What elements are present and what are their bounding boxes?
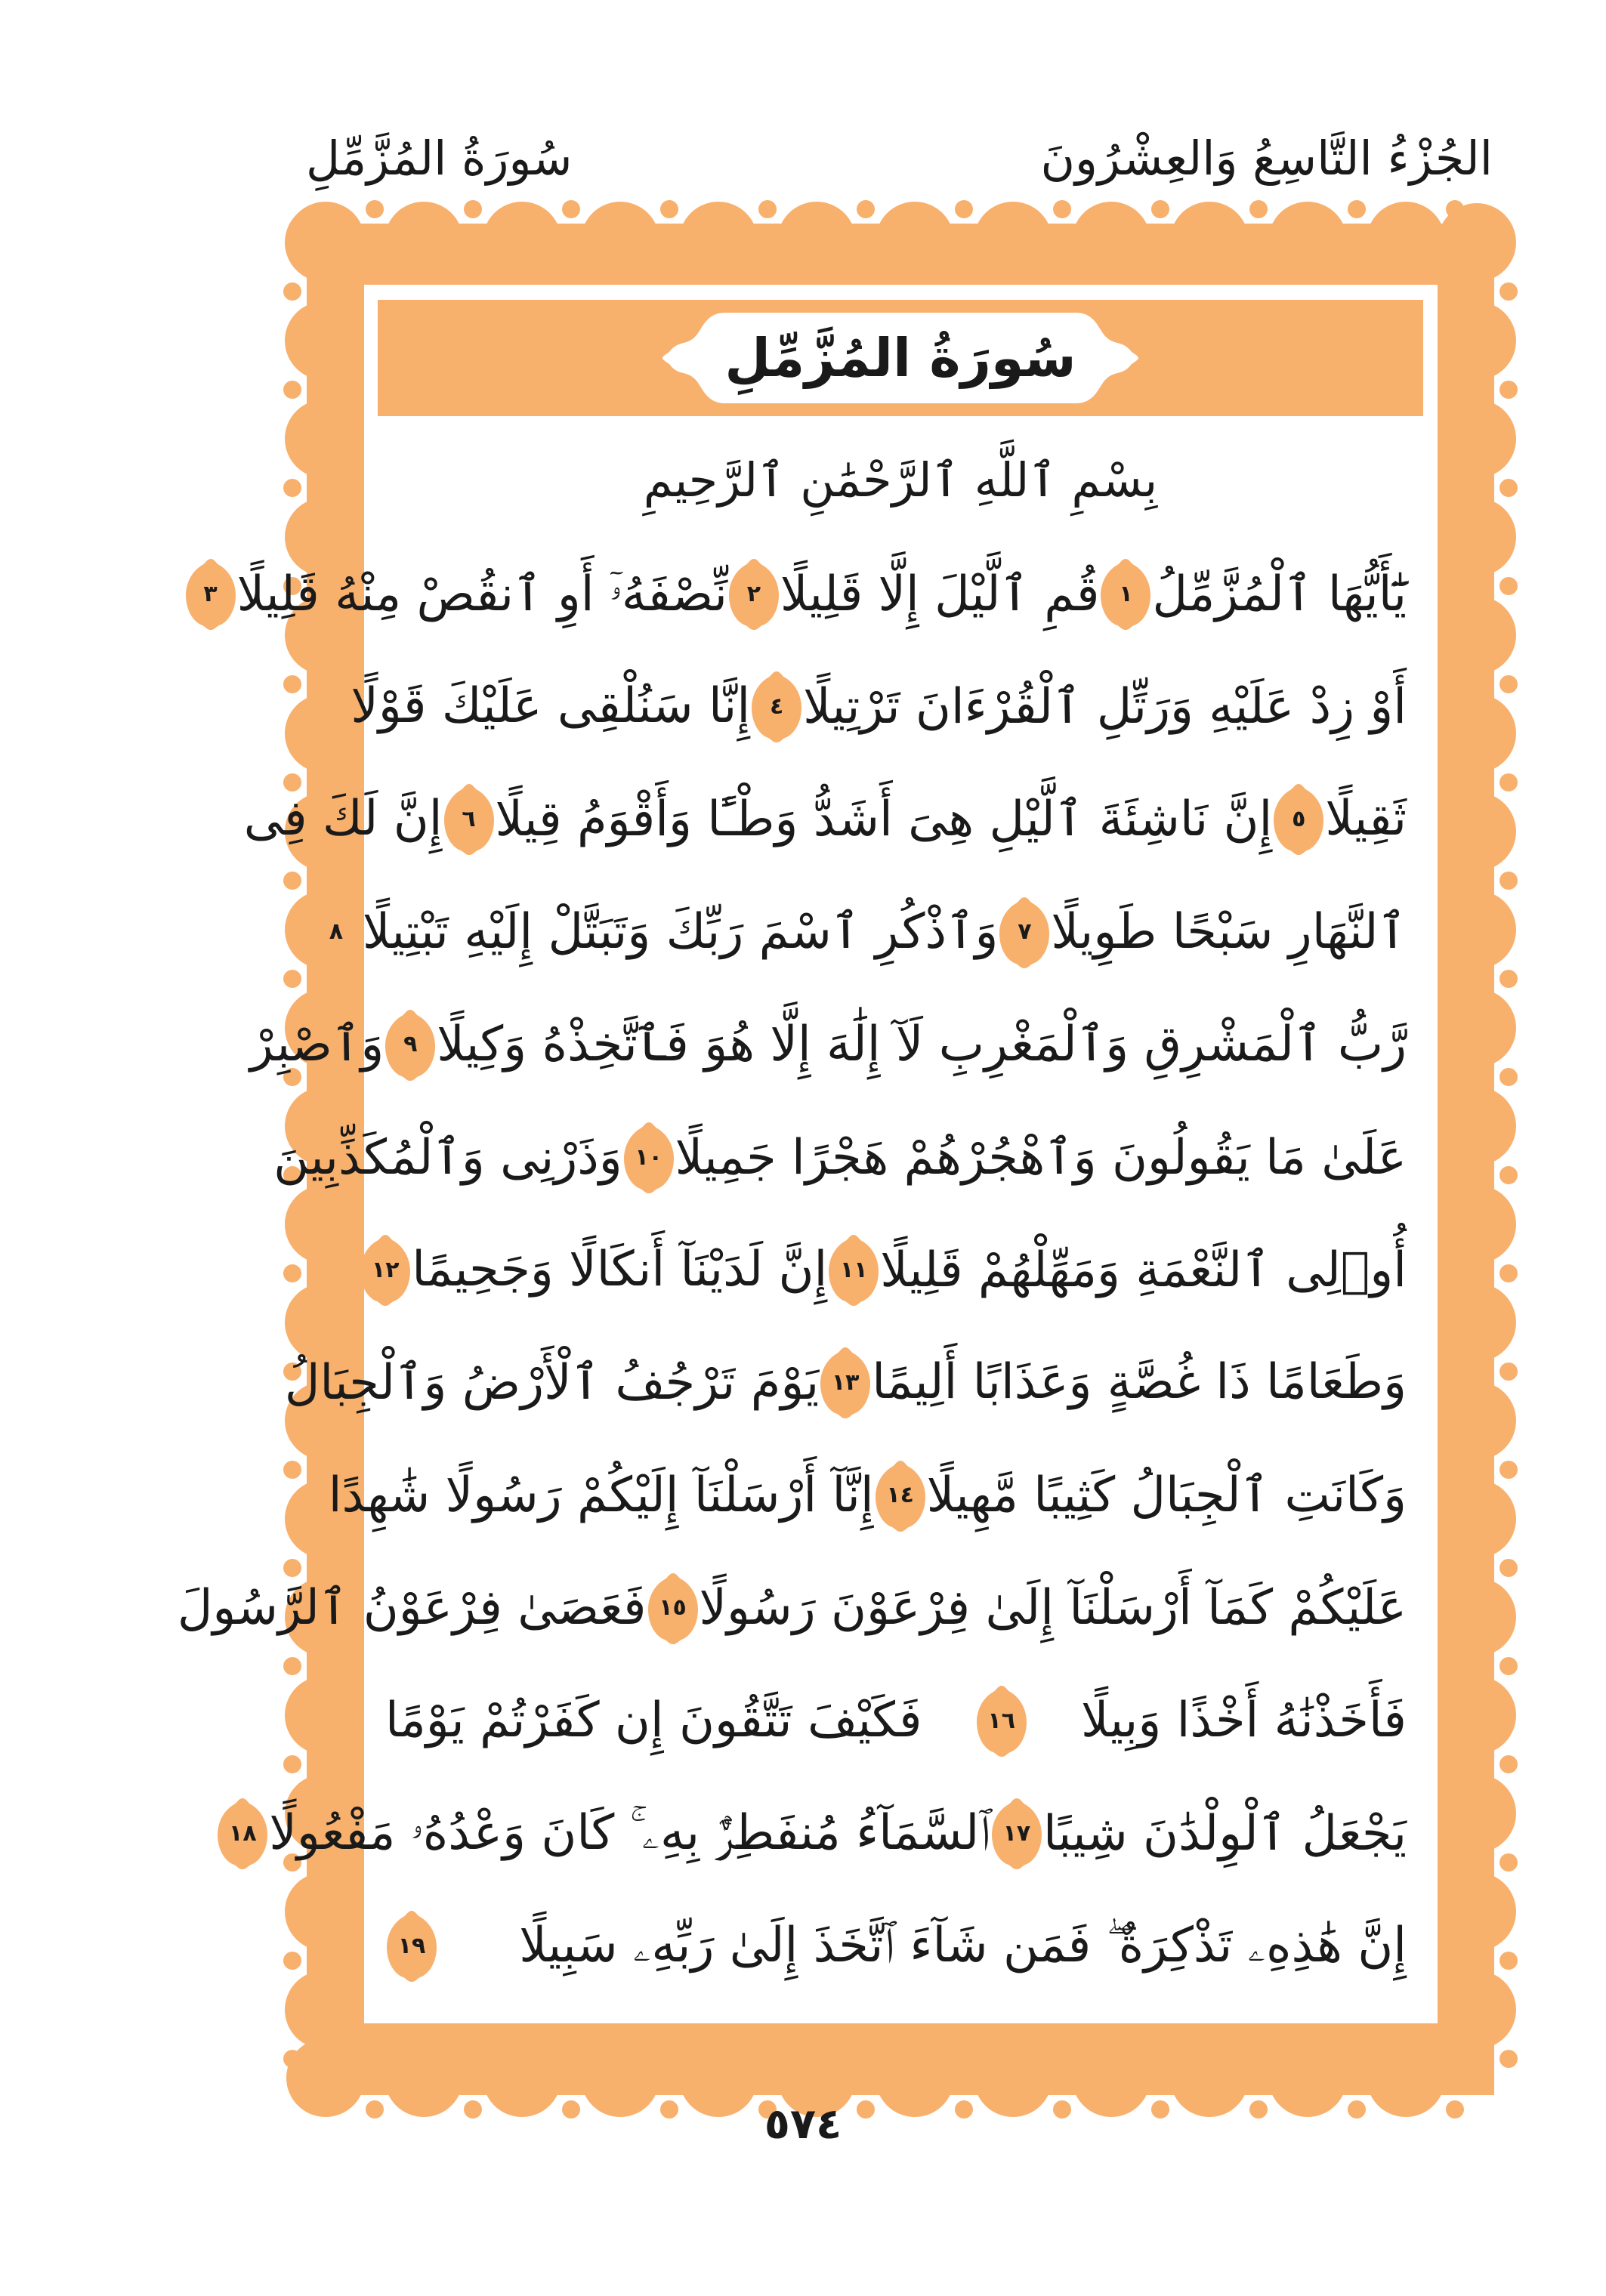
frame-bud — [1499, 577, 1518, 595]
verse-text: ٱلنَّهَارِ سَبْحًا طَوِيلًا — [1051, 904, 1407, 961]
frame-scallop — [285, 1676, 363, 1754]
verse-line — [371, 1221, 1407, 1319]
verse-line — [385, 1671, 1407, 1770]
frame-scallop — [876, 202, 954, 280]
frame-bud — [1499, 2050, 1518, 2068]
frame-bud — [283, 1264, 301, 1282]
ayah-marker-icon — [184, 557, 237, 630]
frame-bud — [1499, 1362, 1518, 1381]
verse-text: عَلَيْكُمْ كَمَآ أَرْسَلْنَآ إِلَىٰ فِرْعَوْنَ رَسُولًا — [699, 1579, 1407, 1636]
frame-scallop — [285, 1185, 363, 1264]
verse-text: إِنَّا سَنُلْقِى عَلَيْكَ قَوْلًا — [351, 678, 751, 735]
frame-scallop — [1170, 202, 1249, 280]
ayah-number: ١٢ — [371, 1256, 400, 1283]
ayah-number: ٤ — [769, 693, 784, 720]
ayah-marker-icon — [385, 1909, 438, 1982]
ayah-marker-icon — [727, 557, 780, 630]
frame-scallop — [285, 498, 363, 576]
frame-bud — [283, 1952, 301, 1970]
frame-bud — [1053, 200, 1071, 218]
frame-bud — [283, 1657, 301, 1675]
frame-scallop — [1438, 890, 1516, 969]
frame-scallop — [483, 202, 561, 280]
verse-text: إِنَّ لَدَيْنَآ أَنكَالًا وَجَحِيمًا — [412, 1242, 828, 1298]
frame-scallop — [285, 301, 363, 380]
ayah-number: ١٤ — [886, 1482, 914, 1509]
frame-bud — [283, 1461, 301, 1479]
ayah-number: ١ — [1119, 580, 1133, 607]
frame-scallop — [1438, 989, 1516, 1067]
verse-text: وَٱصْبِرْ — [249, 1017, 385, 1073]
ayah-number: ٦ — [462, 805, 476, 832]
frame-bud — [758, 200, 777, 218]
verse-text: رَّبُّ ٱلْمَشْرِقِ وَٱلْمَغْرِبِ لَآ إِلَٰهَ إِلَّا هُوَ فَٱتَّخِذْهُ وَكِيلًا — [437, 1017, 1407, 1073]
ayah-number: ١٦ — [987, 1707, 1016, 1734]
frame-bud — [283, 282, 301, 301]
verse-text: إِنَّ لَكَ فِى — [243, 791, 443, 847]
ayah-marker-icon — [750, 670, 803, 742]
frame-bud — [1446, 200, 1464, 218]
frame-bud — [1499, 675, 1518, 693]
ayah-marker-icon — [359, 1233, 412, 1306]
frame-bud — [283, 2050, 301, 2068]
verse-text: يَٰٓأَيُّهَا ٱلْمُزَّمِّلُ — [1152, 566, 1407, 622]
ayah-number: ٢ — [746, 580, 761, 607]
ayah-number: ١١ — [839, 1256, 868, 1283]
frame-scallop — [679, 202, 758, 280]
frame-scallop — [285, 1872, 363, 1951]
ayah-marker-icon — [874, 1459, 927, 1532]
verse-line — [229, 1784, 1407, 1882]
frame-scallop — [1438, 1480, 1516, 1558]
verse-text: إِنَّ هَٰذِهِۦ تَذْكِرَةٌ ۖ فَمَن شَآءَ ٱتَّخَذَ إِلَىٰ رَبِّهِۦ سَبِيلًا — [519, 1918, 1407, 1974]
verse-text: يَوْمَ تَرْجُفُ ٱلْأَرْضُ وَٱلْجِبَالُ — [284, 1354, 820, 1411]
frame-scallop — [1438, 694, 1516, 773]
ayah-number: ١٣ — [831, 1369, 860, 1396]
verse-text: وَٱذْكُرِ ٱسْمَ رَبِّكَ وَتَبَتَّلْ إِلَيْهِ تَبْتِيلًا — [362, 904, 999, 961]
verse-text: يَجْعَلُ ٱلْوِلْدَٰنَ شِيبًا — [1042, 1805, 1407, 1862]
ayah-marker-icon — [310, 896, 363, 968]
ayah-number: ٨ — [329, 918, 344, 946]
frame-scallop — [1072, 202, 1150, 280]
frame-bud — [283, 970, 301, 988]
frame-bud — [1499, 1068, 1518, 1086]
ayah-marker-icon — [990, 1797, 1043, 1869]
ayah-number: ٥ — [1292, 805, 1306, 832]
ayah-marker-icon — [384, 1008, 437, 1081]
ayah-number: ١٩ — [397, 1932, 426, 1959]
surah-title: سُورَةُ المُزَّمِّلِ — [724, 327, 1076, 389]
ayah-marker-icon — [998, 896, 1051, 968]
page-number: ٥٧٤ — [764, 2100, 842, 2149]
frame-scallop — [1438, 596, 1516, 674]
frame-bud — [955, 200, 973, 218]
verse-line — [243, 770, 1407, 868]
frame-bud — [283, 872, 301, 890]
frame-bud — [1249, 200, 1268, 218]
ayah-marker-icon — [622, 1121, 675, 1193]
ayah-marker-icon — [827, 1233, 880, 1306]
verse-text: ٱلسَّمَآءُ مُنفَطِرٌۢ بِهِۦ ۚ كَانَ وَعْدُهُۥ مَفْعُولًا — [269, 1805, 990, 1862]
frame-scallop — [1438, 1283, 1516, 1362]
frame-scallop — [777, 202, 856, 280]
basmala: بِسْمِ ٱللَّهِ ٱلرَّحْمَٰنِ ٱلرَّحِيمِ — [643, 452, 1158, 508]
frame-scallop — [1367, 202, 1445, 280]
frame-scallop — [974, 202, 1052, 280]
ayah-number: ٣ — [203, 580, 218, 607]
frame-bud — [1499, 1166, 1518, 1184]
frame-scallop — [285, 1970, 363, 2049]
frame-bud — [1499, 282, 1518, 301]
frame-scallop — [285, 203, 363, 282]
verse-text: فَعَصَىٰ فِرْعَوْنُ ٱلرَّسُولَ — [177, 1580, 647, 1637]
verse-line — [329, 883, 1407, 981]
frame-bud — [660, 200, 678, 218]
ayah-marker-icon — [819, 1346, 872, 1418]
frame-bud — [857, 200, 875, 218]
ayah-marker-icon — [975, 1684, 1028, 1757]
ayah-number: ١٨ — [229, 1819, 257, 1847]
verse-text: وَذَرْنِى وَٱلْمُكَذِّبِينَ — [273, 1129, 622, 1186]
frame-bud — [562, 200, 580, 218]
frame-bud — [283, 773, 301, 792]
frame-scallop — [1438, 400, 1516, 478]
frame-scallop — [1438, 1970, 1516, 2049]
ayah-marker-icon — [216, 1797, 269, 1869]
frame-bud — [1499, 872, 1518, 890]
ayah-number: ٩ — [403, 1031, 418, 1058]
frame-bud — [283, 381, 301, 399]
verse-text: إِنَّآ أَرْسَلْنَآ إِلَيْكُمْ رَسُولًا شَٰهِدًا — [328, 1467, 874, 1523]
frame-scallop — [1438, 1676, 1516, 1754]
verse-text: أَوْ زِدْ عَلَيْهِ وَرَتِّلِ ٱلْقُرْءَانَ تَرْتِيلًا — [803, 678, 1407, 735]
ayah-number: ١٥ — [659, 1594, 687, 1622]
verse-text: عَلَىٰ مَا يَقُولُونَ وَٱهْجُرْهُمْ هَجْرًا جَمِيلًا — [675, 1129, 1407, 1186]
frame-scallop — [1438, 1872, 1516, 1951]
frame-scallop — [1438, 1087, 1516, 1165]
frame-scallop — [1438, 792, 1516, 871]
frame-bud — [1499, 479, 1518, 497]
frame-scallop — [581, 202, 659, 280]
frame-bud — [283, 1755, 301, 1773]
frame-scallop — [285, 400, 363, 478]
verse-text: نِّصْفَهُۥٓ أَوِ ٱنقُصْ مِنْهُ قَلِيلًا — [236, 566, 727, 622]
verse-text: قُمِ ٱلَّيْلَ إِلَّا قَلِيلًا — [780, 566, 1100, 622]
verse-line — [177, 1559, 1407, 1657]
verse-text: فَكَيْفَ تَتَّقُونَ إِن كَفَرْتُمْ يَوْمًا — [385, 1693, 922, 1748]
juz-header: الجُزْءُ التَّاسِعُ وَالعِشْرُونَ — [1040, 131, 1493, 186]
frame-scallop — [1268, 202, 1347, 280]
verse-line — [273, 1108, 1407, 1206]
frame-bud — [1499, 381, 1518, 399]
frame-scallop — [385, 202, 463, 280]
ayah-marker-icon — [1272, 782, 1325, 855]
frame-bud — [1499, 1559, 1518, 1577]
ayah-marker-icon — [647, 1572, 700, 1644]
frame-bud — [464, 200, 482, 218]
frame-bud — [1499, 1461, 1518, 1479]
verse-text: وَكَانَتِ ٱلْجِبَالُ كَثِيبًا مَّهِيلًا — [926, 1467, 1407, 1524]
frame-scallop — [1438, 301, 1516, 380]
verse-text: إِنَّ نَاشِئَةَ ٱلَّيْلِ هِىَ أَشَدُّ وَطْـًٔا وَأَقْوَمُ قِيلًا — [495, 791, 1273, 847]
ayah-number: ١٧ — [1002, 1819, 1031, 1847]
frame-bud — [283, 1559, 301, 1577]
frame-bud — [1499, 1952, 1518, 1970]
ayah-number: ٧ — [1018, 918, 1032, 946]
ayah-number: ١٠ — [635, 1143, 662, 1171]
frame-bud — [366, 200, 384, 218]
verse-text: وَطَعَامًا ذَا غُصَّةٍ وَعَذَابًا أَلِيمًا — [872, 1354, 1407, 1411]
verse-line — [249, 995, 1407, 1094]
verse-text: ثَقِيلًا — [1325, 791, 1407, 847]
frame-bud — [1499, 1755, 1518, 1773]
frame-scallop — [1438, 1774, 1516, 1853]
verse-line — [328, 1446, 1407, 1545]
frame-bud — [1348, 200, 1366, 218]
ayah-marker-icon — [443, 782, 496, 855]
verse-line — [203, 545, 1407, 643]
frame-bud — [1499, 970, 1518, 988]
verse-text: فَأَخَذْنَٰهُ أَخْذًا وَبِيلًا — [1081, 1693, 1407, 1748]
verse-line — [284, 1333, 1407, 1431]
frame-scallop — [1438, 1381, 1516, 1460]
frame-bud — [283, 479, 301, 497]
ayah-marker-icon — [1099, 557, 1152, 630]
frame-scallop — [1438, 1578, 1516, 1656]
frame-scallop — [285, 1283, 363, 1362]
frame-scallop — [1438, 1185, 1516, 1264]
verse-text: أُو۟لِى ٱلنَّعْمَةِ وَمَهِّلْهُمْ قَلِيلًا — [880, 1242, 1407, 1298]
frame-bud — [1151, 200, 1169, 218]
verse-line — [385, 1896, 1407, 1995]
frame-bud — [283, 675, 301, 693]
frame-bud — [1499, 773, 1518, 792]
frame-bud — [1499, 1657, 1518, 1675]
verse-line — [351, 657, 1407, 755]
frame-scallop — [1438, 498, 1516, 576]
frame-bud — [1499, 1853, 1518, 1872]
frame-bud — [1499, 1264, 1518, 1282]
surah-header: سُورَةُ المُزَّمِّلِ — [306, 131, 573, 186]
